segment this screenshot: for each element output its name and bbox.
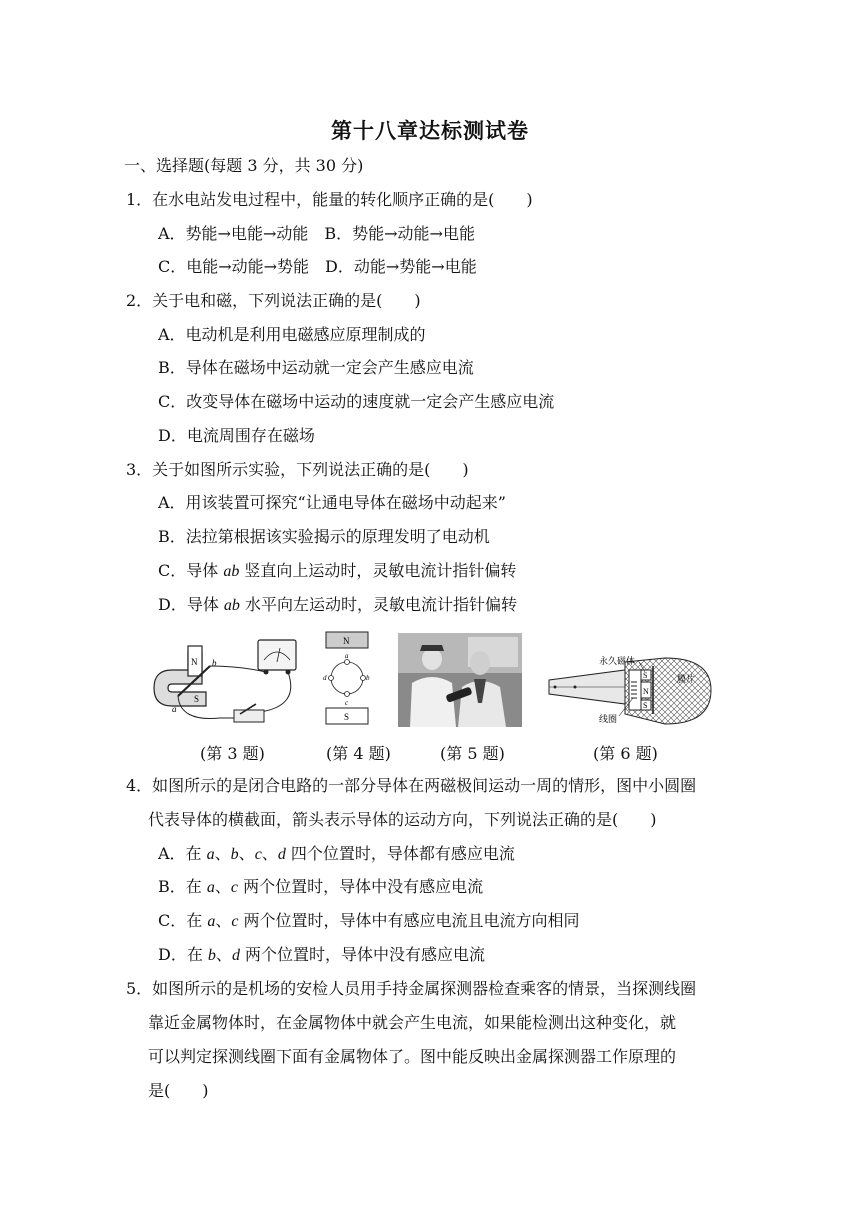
section-heading: 一、选择题(每题 3 分，共 30 分) [124, 156, 364, 175]
fig4-a-label: a [345, 652, 349, 660]
caption-figure-4: (第 4 题) [326, 744, 391, 763]
fig6-film-label: 膜片 [677, 675, 696, 685]
q2-stem: 2．关于电和磁，下列说法正确的是( ) [126, 291, 421, 310]
q4-stem-line1: 4．如图所示的是闭合电路的一部分导体在两磁极间运动一周的情形，图中小圆圈 [126, 776, 697, 795]
fig4-c-label: c [345, 699, 349, 707]
q1-stem: 1．在水电站发电过程中，能量的转化顺序正确的是( ) [126, 190, 533, 209]
fig3-n-label: N [191, 657, 198, 667]
q3-stem: 3．关于如图所示实验，下列说法正确的是( ) [126, 460, 469, 479]
q4-option-a: A．在 a、b、c、d 四个位置时，导体都有感应电流 [158, 844, 515, 863]
figure-4-conductor-positions [322, 630, 372, 726]
caption-figure-3: (第 3 题) [200, 744, 265, 763]
q4-option-b: B．在 a、c 两个位置时，导体中没有感应电流 [158, 877, 484, 896]
q3-option-b: B．法拉第根据该实验揭示的原理发明了电动机 [158, 527, 490, 546]
page-title: 第十八章达标测试卷 [331, 118, 529, 143]
q5-stem-line1: 5．如图所示的是机场的安检人员用手持金属探测器检查乘客的情景，当探测线圈 [126, 979, 697, 998]
fig4-s-label: S [344, 712, 350, 722]
fig6-coil-label: 线圈 [599, 715, 618, 725]
q3-option-c: C．导体 ab 竖直向上运动时，灵敏电流计指针偏转 [158, 561, 517, 580]
caption-figure-6: (第 6 题) [593, 744, 658, 763]
q4-option-c: C．在 a、c 两个位置时，导体中有感应电流且电流方向相同 [158, 911, 580, 930]
q5-stem-line4: 是( ) [148, 1081, 209, 1100]
q3-option-d: D．导体 ab 水平向左运动时，灵敏电流计指针偏转 [158, 595, 518, 614]
fig3-b-label: b [212, 658, 217, 668]
q4-option-d: D．在 b、d 两个位置时，导体中没有感应电流 [158, 945, 486, 964]
figure-6-microphone [545, 652, 715, 732]
q2-option-d: D．电流周围存在磁场 [158, 426, 315, 445]
q1-options-row2: C．电能→动能→势能 D．动能→势能→电能 [158, 257, 477, 276]
fig3-a-label: a [172, 704, 177, 714]
fig4-b-label: b [366, 674, 370, 682]
fig4-d-label: d [323, 674, 327, 682]
caption-figure-5: (第 5 题) [440, 744, 505, 763]
fig6-magnet-label: 永久磁体 [599, 657, 636, 667]
q3-option-a: A．用该装置可探究“让通电导体在磁场中动起来” [158, 493, 506, 512]
q5-stem-line3: 可以判定探测线圈下面有金属物体了。图中能反映出金属探测器工作原理的 [148, 1047, 677, 1066]
q2-option-a: A．电动机是利用电磁感应原理制成的 [158, 325, 426, 344]
figure-5-security-check-photo [398, 633, 522, 727]
fig6-n-label: N [643, 687, 649, 696]
q5-stem-line2: 靠近金属物体时，在金属物体中就会产生电流，如果能检测出这种变化，就 [148, 1013, 677, 1032]
fig3-s-label: S [194, 694, 200, 704]
q4-stem-line2: 代表导体的横截面，箭头表示导体的运动方向，下列说法正确的是( ) [148, 810, 657, 829]
fig6-s2-label: S [643, 701, 648, 710]
fig6-s1-label: S [643, 671, 648, 680]
q1-options-row1: A．势能→电能→动能 B．势能→动能→电能 [158, 224, 475, 243]
figure-3-electromagnetic-induction-apparatus [150, 636, 300, 726]
q2-option-c: C．改变导体在磁场中运动的速度就一定会产生感应电流 [158, 392, 555, 411]
q2-option-b: B．导体在磁场中运动就一定会产生感应电流 [158, 358, 474, 377]
fig4-n-label: N [343, 636, 350, 646]
